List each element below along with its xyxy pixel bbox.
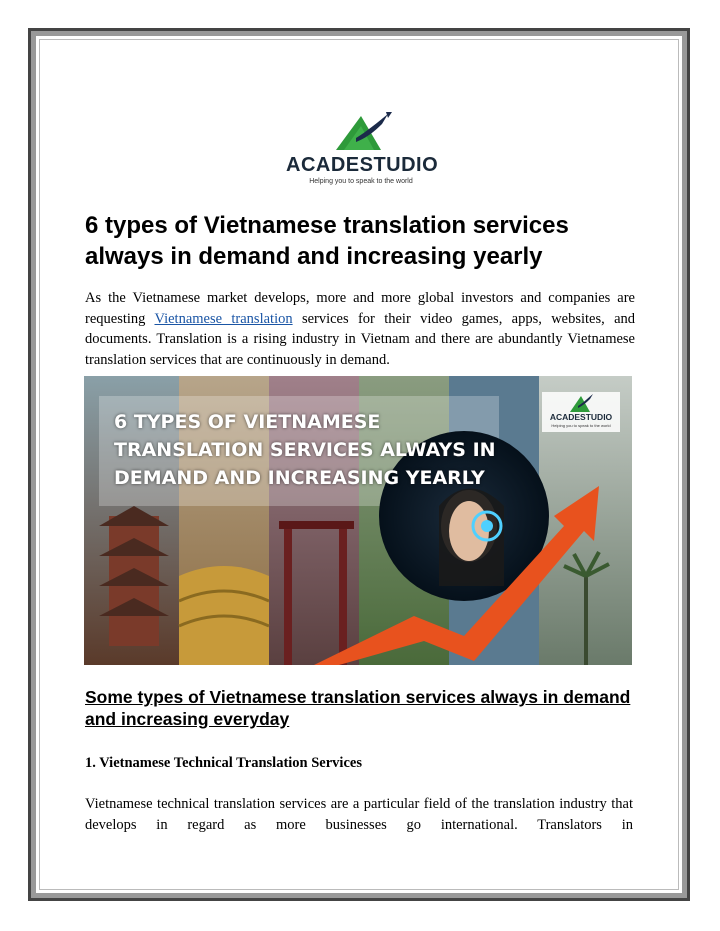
banner-logo [542, 392, 620, 432]
intro-text-after: services for their video games, apps, websites, and documents. Translation is a rising industry in Vietnam and there are abundantly Vietnamese translation services that are continuously in demand. [85, 310, 636, 368]
page-title: 6 types of Vietnamese translation services always in demand and increasing yearly [85, 212, 569, 270]
subsection-heading: 1. Vietnamese Technical Translation Services [85, 755, 362, 771]
banner-logo-tagline: Helping you to speak to the world [551, 423, 611, 428]
vietnamese-translation-link[interactable]: Vietnamese translation [154, 310, 293, 327]
banner-logo-mark-icon [542, 392, 620, 414]
logo-name: ACADESTUDIO [286, 154, 439, 176]
person-with-headset-icon [439, 489, 504, 587]
banner-image [84, 376, 632, 665]
banner-title: 6 TYPES OF VIETNAMESE TRANSLATION SERVICES ALWAYS IN DEMAND AND INCREASING YEARLY [114, 411, 496, 489]
pagoda-icon [99, 506, 169, 646]
logo-tagline: Helping you to speak to the world [309, 178, 413, 185]
section-heading: Some types of Vietnamese translation services always in demand and increasing everyday [85, 687, 631, 729]
acadestudio-logo [286, 110, 439, 190]
banner-logo-name: ACADESTUDIO [549, 412, 613, 422]
intro-text-before: As the Vietnamese market develops, more and more global investors and companies are requesting [85, 290, 635, 327]
body-paragraph: Vietnamese technical translation services are a particular field of the translation industry that develops in regard as more businesses go international. Translators in [85, 796, 633, 833]
rice-terrace-icon [179, 566, 269, 665]
logo-mark-icon [286, 110, 436, 156]
intro-paragraph [85, 288, 635, 370]
